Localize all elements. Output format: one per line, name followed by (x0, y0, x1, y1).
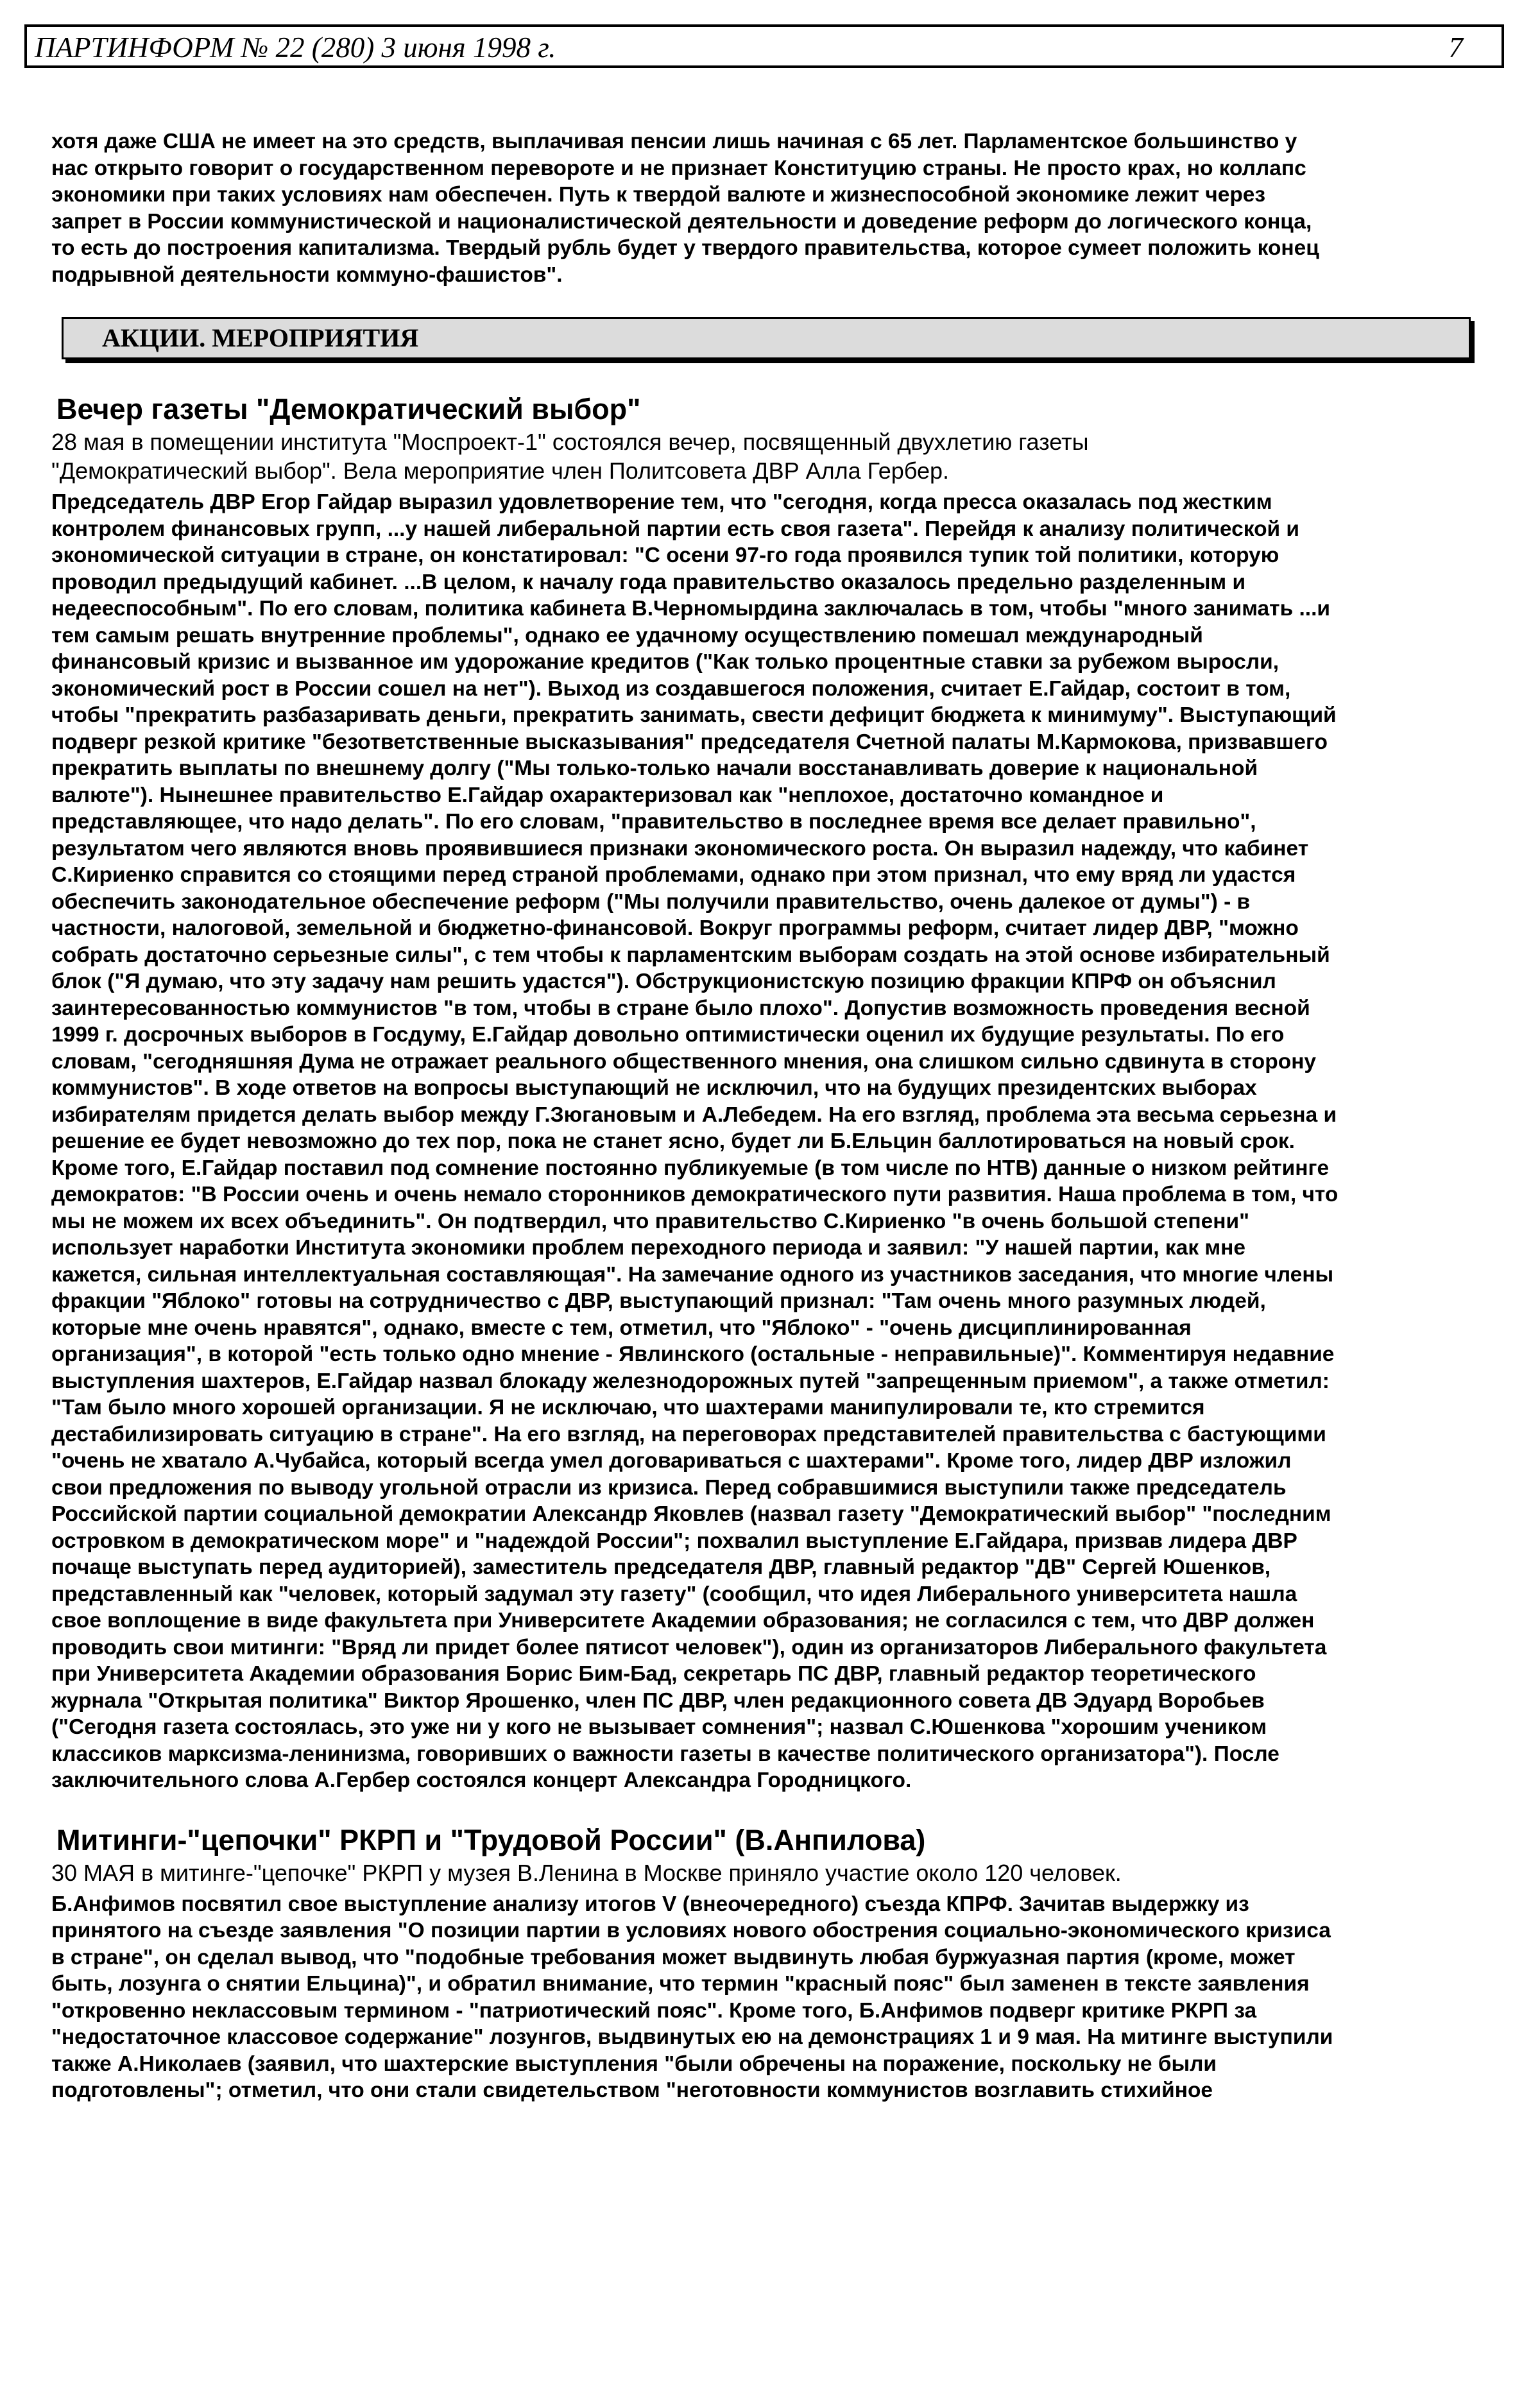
article-title: Вечер газеты "Демократический выбор" (56, 393, 641, 425)
publication-title: ПАРТИНФОРМ № 22 (280) 3 июня 1998 г. (35, 31, 556, 64)
page-content (51, 128, 1495, 2104)
article-lead: 30 МАЯ в митинге-"цепочке" РКРП у музея В.Ленина в Москве приняло участие около 120 человек. (51, 1859, 1122, 1886)
article-title: Митинги-"цепочки" РКРП и "Трудовой России" (В.Анпилова) (56, 1823, 926, 1856)
article (51, 1822, 1495, 2104)
section-heading: АКЦИИ. МЕРОПРИЯТИЯ (62, 317, 1471, 359)
article (51, 391, 1495, 1794)
page-number: 7 (1448, 31, 1463, 64)
article-body: Председатель ДВР Егор Гайдар выразил удовлетворение тем, что "сегодня, когда пресса оказалась под жестким контролем финансовых групп, ...у нашей либеральной партии есть своя газета". Перейдя к анализу политической и экономической ситуации в стране, он констатировал: "С осени 97-го года проявился тупик той политики, которую проводил предыдущий кабинет. ...В целом, к началу года правительство оказалось предельно разделенным и недееспособным". По его словам, политика кабинета В.Черномырдина заключалась в том, чтобы "много занимать ...и тем самым решать внутренние проблемы", однако ее удачному осуществлению помешал международный финансовый кризис и вызванное им удорожание кредитов ("Как только процентные ставки за рубежом выросли, экономический рост в России сошел на нет"). Выход из создавшегося положения, считает Е.Гайдар, состоит в том, чтобы "прекратить разбазаривать деньги, прекратить занимать, свести дефицит бюджета к минимуму". Выступающий подверг резкой критике "безответственные высказывания" председателя Счетной палаты М.Кармокова, призвавшего прекратить выплаты по внешнему долгу ("Мы только-только начали восстанавливать доверие к национальной валюте"). Нынешнее правительство Е.Гайдар охарактеризовал как "неплохое, достаточно командное и представляющее, что надо делать". По его словам, "правительство в последнее время все делает правильно", результатом чего являются вновь проявившиеся признаки экономического роста. Он выразил надежду, что кабинет С.Кириенко справится со стоящими перед страной проблемами, однако при этом признал, что ему вряд ли удастся обеспечить законодательное обеспечение реформ ("Мы получили правительство, очень далекое от думы") - в частности, налоговой, земельной и бюджетно-финансовой. Вокруг программы реформ, считает лидер ДВР, "можно собрать достаточно серьезные силы", с тем чтобы к парламентским выборам создать на этой основе избирательный блок ("Я думаю, что эту задачу нам решить удастся"). Обструкционистскую позицию фракции КПРФ он объяснил заинтересованностью коммунистов "в том, чтобы в стране было плохо". Допустив возможность проведения весной 1999 г. досрочных выборов в Госдуму, Е.Гайдар довольно оптимистически оценил их будущие результаты. По его словам, "сегодняшняя Дума не отражает реального общественного мнения, она слишком сильно сдвинута в сторону коммунистов". В ходе ответов на вопросы выступающий не исключил, что на будущих президентских выборах избирателям придется делать выбор между Г.Зюгановым и А.Лебедем. На его взгляд, проблема эта весьма серьезна и решение ее будет невозможно до тех пор, пока не станет ясно, будет ли Б.Ельцин баллотироваться на новый срок. Кроме того, Е.Гайдар поставил под сомнение постоянно публикуемые (в том числе по НТВ) данные о низком рейтинге демократов: "В России очень и очень немало сторонников демократического пути развития. Наша проблема в том, что мы не можем их всех объединить". Он подтвердил, что правительство С.Кириенко "в очень большой степени" использует наработки Института экономики проблем переходного периода и заявил: "У нашей партии, как мне кажется, сильная интеллектуальная составляющая". На замечание одного из участников заседания, что многие члены фракции "Яблоко" готовы на сотрудничество с ДВР, выступающий признал: "Там очень много разумных людей, которые мне очень нравятся", однако, вместе с тем, отметил, что "Яблоко" - "очень дисциплинированная организация", в которой "есть только одно мнение - Явлинского (остальные - неправильные)". Комментируя недавние выступления шахтеров, Е.Гайдар назвал блокаду железнодорожных путей "запрещенным приемом", а также отметил: "Там было много хорошей организации. Я не исключаю, что шахтерами манипулировали те, кто стремится дестабилизировать ситуацию в стране". На его взгляд, на переговорах представителей правительства с бастующими "очень не хватало А.Чубайса, который всегда умел договариваться с шахтерами". Кроме того, лидер ДВР изложил свои предложения по выводу угольной отрасли из кризиса. Перед собравшимися выступили также председатель Российской партии социальной демократии Александр Яковлев (назвал газету "Демократический выбор" "последним островком в демократическом море" и "надеждой России"; похвалил выступление Е.Гайдара, призвав лидера ДВР почаще выступать перед аудиторией), заместитель председателя ДВР, главный редактор "ДВ" Сергей Юшенков, представленный как "человек, который задумал эту газету" (сообщил, что идея Либерального университета нашла свое воплощение в виде факультета при Университете Академии образования; не согласился с тем, что ДВР должен проводить свои митинги: "Вряд ли придет более пятисот человек"), один из организаторов Либерального факультета при Университета Академии образования Борис Бим-Бад, секретарь ПС ДВР, главный редактор теоретического журнала "Открытая политика" Виктор Ярошенко, член ПС ДВР, член редакционного совета ДВ Эдуард Воробьев ("Сегодня газета состоялась, это уже ни у кого не вызывает сомнения"; назвал С.Юшенкова "хорошим учеником классиков марксизма-ленинизма, говоривших о важности газеты в качестве политического организатора"). После заключительного слова А.Гербер состоялся концерт Александра Городницкого. (51, 490, 1339, 1792)
article-lead: 28 мая в помещении института "Моспроект-1" состоялся вечер, посвященный двухлетию газеты "Демократический выбор". Вела мероприятие член Политсовета ДВР Алла Гербер. (51, 429, 1089, 484)
article-body: Б.Анфимов посвятил свое выступление анализу итогов V (внеочередного) съезда КПРФ. Зачитав выдержку из принятого на съезде заявления "О позиции партии в условиях нового обострения социально-экономического кризиса в стране", он сделал вывод, что "подобные требования может выдвинуть любая буржуазная партия (кроме, может быть, лозунга о снятии Ельцина)", и обратил внимание, что термин "красный пояс" был заменен в тексте заявления "откровенно неклассовым термином - "патриотический пояс". Кроме того, Б.Анфимов подверг критике РКРП за "недостаточное классовое содержание" лозунгов, выдвинутых ею на демонстрациях 1 и 9 мая. На митинге выступили также А.Николаев (заявил, что шахтерские выступления "были обречены на поражение, поскольку не были подготовлены"; отметил, что они стали свидетельством "неготовности коммунистов возглавить стихийное (51, 1892, 1333, 2102)
intro-paragraph: хотя даже США не имеет на это средств, выплачивая пенсии лишь начиная с 65 лет. Парламентское большинство у нас открыто говорит о государственном перевороте и не признает Конституцию страны. Не просто крах, но коллапс экономики при таких условиях нам обеспечен. Путь к твердой валюте и жизнеспособной экономике лежит через запрет в России коммунистической и националистической деятельности и доведение реформ до логического конца, то есть до построения капитализма. Твердый рубль будет у твердого правительства, которое сумеет положить конец подрывной деятельности коммуно-фашистов". (51, 130, 1319, 287)
page-header (24, 24, 1504, 68)
